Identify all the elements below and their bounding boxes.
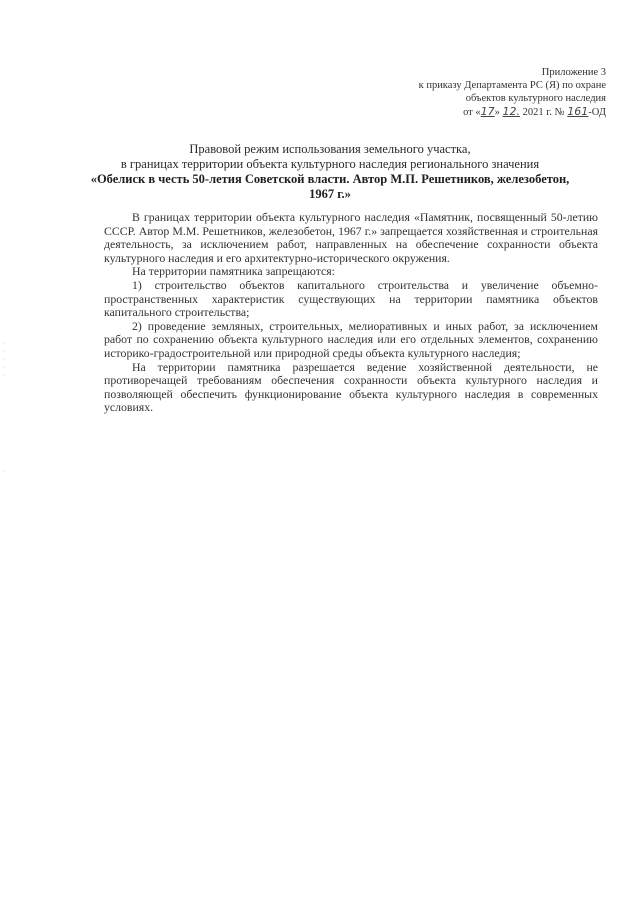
title-object-name: «Обелиск в честь 50-летия Советской власти. Автор М.П. Решетников, железобетон, 1967 г.» bbox=[90, 172, 570, 201]
date-prefix: от « bbox=[463, 107, 481, 118]
paragraph-prohibited-header: На территории памятника запрещаются: bbox=[132, 264, 335, 279]
document-body bbox=[104, 211, 598, 415]
date-sep1: » bbox=[494, 107, 503, 118]
appendix-header bbox=[419, 66, 606, 119]
scan-margin-marks: · · · · · · bbox=[3, 341, 5, 475]
paragraph-item-2: 2) проведение земляных, строительных, мелиоративных и иных работ, за исключением работ по сохранению объекта культурного наследия или его отдельных элементов, сохранению историко-градостроительной или природной среды объекта культурного наследия; bbox=[104, 318, 598, 360]
appendix-number: Приложение 3 bbox=[541, 67, 606, 78]
handwritten-day: 17 bbox=[480, 105, 495, 118]
document-title bbox=[80, 142, 580, 202]
handwritten-month: 12. bbox=[502, 105, 521, 118]
paragraph-permitted: На территории памятника разрешается ведение хозяйственной деятельности, не противоречащей требованиям обеспечения сохранности объекта культурного наследия и позволяющей обеспечить функционирование объекта культурного наследия в современных условиях. bbox=[104, 359, 598, 415]
date-sep2: 2021 г. № bbox=[520, 107, 568, 118]
title-line-1: Правовой режим использования земельного участка, bbox=[189, 142, 471, 156]
handwritten-number: 161 bbox=[567, 105, 589, 118]
appendix-order-ref: к приказу Департамента РС (Я) по охране bbox=[418, 80, 606, 91]
paragraph-item-1: 1) строительство объектов капитального строительства и увеличение объемно-пространственных характеристик существующих на территории памятника объектов капитального строительства; bbox=[104, 277, 598, 320]
appendix-department: объектов культурного наследия bbox=[465, 93, 606, 104]
order-suffix: -ОД bbox=[588, 107, 606, 118]
paragraph-restriction-intro: В границах территории объекта культурного наследия «Памятник, посвященный 50-летию СССР. Автор М.М. Решетников, железобетон, 1967 г.» запрещается хозяйственная и строительная деятельность, за исключением работ, направленных на обеспечение сохранности объекта культурного наследия и его архитектурно-исторического окружения. bbox=[104, 210, 598, 265]
appendix-date-line bbox=[419, 105, 606, 119]
title-line-2: в границах территории объекта культурного наследия регионального значения bbox=[120, 157, 540, 171]
